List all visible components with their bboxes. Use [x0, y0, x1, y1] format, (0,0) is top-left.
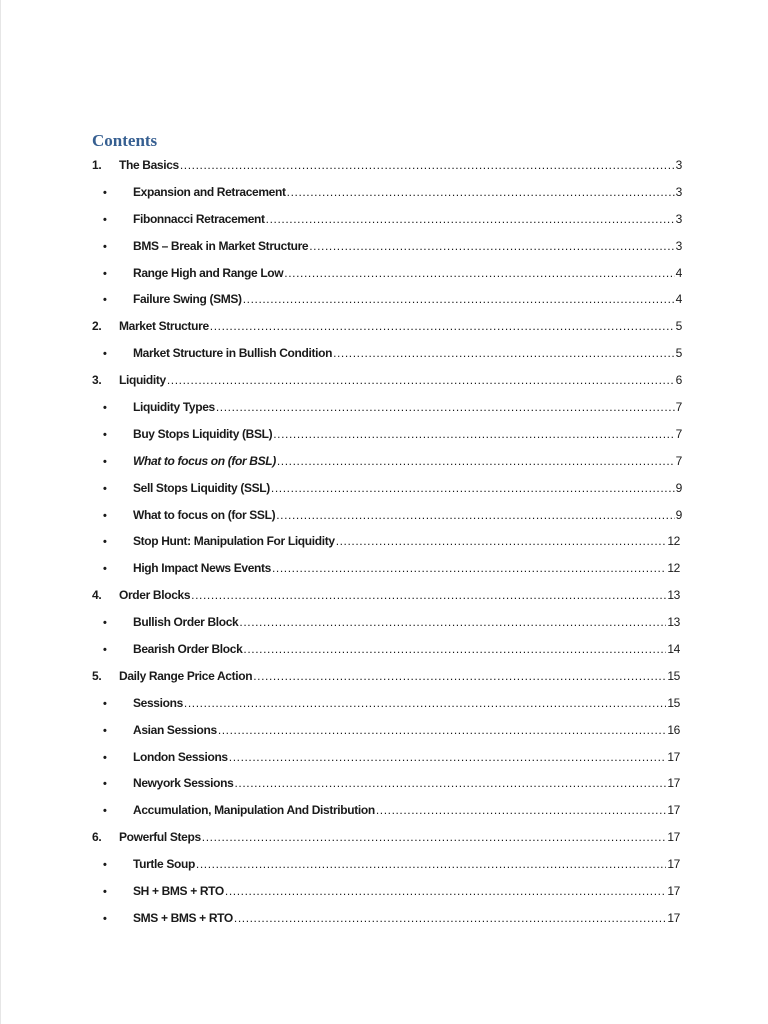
bullet-icon: •: [103, 455, 107, 468]
dot-leader: [309, 233, 674, 260]
toc-page-number: 3: [675, 184, 682, 199]
toc-entry[interactable]: [92, 394, 682, 421]
toc-entry[interactable]: [92, 905, 682, 932]
toc-title: Expansion and Retracement: [133, 184, 286, 199]
dot-leader: [272, 555, 666, 582]
dot-leader: [376, 797, 667, 824]
bullet-icon: •: [103, 294, 107, 307]
toc-entry[interactable]: [92, 340, 682, 367]
toc-page-number: 12: [667, 534, 680, 549]
toc-title: Failure Swing (SMS): [133, 292, 242, 307]
dot-leader: [196, 851, 666, 878]
toc-page-number: 17: [667, 803, 680, 818]
toc-entry[interactable]: [92, 260, 682, 287]
toc-title: Order Blocks: [119, 588, 191, 603]
dot-leader: [273, 421, 674, 448]
toc-title: Sessions: [133, 695, 183, 710]
bullet-icon: •: [103, 886, 107, 899]
toc-number: 4.: [92, 588, 102, 603]
table-of-contents: [92, 152, 682, 932]
toc-page-number: 13: [667, 615, 680, 630]
toc-title: Stop Hunt: Manipulation For Liquidity: [133, 534, 335, 549]
toc-title: SMS + BMS + RTO: [133, 910, 233, 925]
toc-page-number: 17: [667, 910, 680, 925]
dot-leader: [266, 206, 675, 233]
bullet-icon: •: [103, 402, 107, 415]
toc-title: SH + BMS + RTO: [133, 884, 224, 899]
bullet-icon: •: [103, 563, 107, 576]
toc-title: Bullish Order Block: [133, 615, 239, 630]
toc-entry[interactable]: [92, 367, 682, 394]
toc-entry[interactable]: [92, 313, 682, 340]
toc-title: Turtle Soup: [133, 857, 195, 872]
dot-leader: [333, 340, 675, 367]
bullet-icon: •: [103, 213, 107, 226]
toc-number: 1.: [92, 158, 102, 172]
toc-page-number: 16: [667, 722, 680, 737]
toc-title: Asian Sessions: [133, 722, 217, 737]
dot-leader: [243, 636, 666, 663]
toc-entry[interactable]: [92, 717, 682, 744]
toc-entry[interactable]: [92, 286, 682, 313]
bullet-icon: •: [103, 240, 107, 253]
toc-title: Daily Range Price Action: [119, 668, 253, 683]
toc-entry[interactable]: [92, 690, 682, 717]
toc-entry[interactable]: [92, 636, 682, 663]
dot-leader: [180, 152, 675, 179]
toc-page-number: 9: [675, 480, 682, 495]
bullet-icon: •: [103, 348, 107, 361]
toc-entry[interactable]: [92, 448, 682, 475]
toc-title: BMS – Break in Market Structure: [133, 238, 309, 253]
toc-title: Liquidity Types: [133, 400, 215, 415]
toc-page-number: 17: [667, 884, 680, 899]
toc-entry[interactable]: [92, 824, 682, 851]
toc-page-number: 4: [675, 292, 682, 307]
dot-leader: [167, 367, 675, 394]
toc-page-number: 7: [675, 426, 682, 441]
toc-number: 5.: [92, 668, 102, 683]
bullet-icon: •: [103, 428, 107, 441]
bullet-icon: •: [103, 778, 107, 791]
toc-title: Range High and Range Low: [133, 265, 284, 280]
toc-entry[interactable]: [92, 770, 682, 797]
dot-leader: [191, 582, 666, 609]
bullet-icon: •: [103, 859, 107, 872]
toc-title: What to focus on (for BSL): [133, 453, 276, 468]
toc-title: London Sessions: [133, 749, 228, 764]
toc-page-number: 6: [675, 373, 682, 388]
toc-title: What to focus on (for SSL): [133, 507, 276, 522]
toc-number: 6.: [92, 830, 102, 845]
toc-page-number: 4: [675, 265, 682, 280]
dot-leader: [284, 260, 674, 287]
bullet-icon: •: [103, 751, 107, 764]
toc-page-number: 14: [667, 642, 680, 657]
dot-leader: [216, 394, 675, 421]
toc-page-number: 3: [675, 158, 682, 172]
dot-leader: [277, 448, 675, 475]
bullet-icon: •: [103, 805, 107, 818]
dot-leader: [287, 179, 675, 206]
toc-page-number: 15: [667, 668, 680, 683]
toc-page-number: 7: [675, 453, 682, 468]
dot-leader: [336, 528, 667, 555]
dot-leader: [239, 609, 666, 636]
dot-leader: [184, 690, 666, 717]
toc-entry[interactable]: [92, 797, 682, 824]
bullet-icon: •: [103, 912, 107, 925]
bullet-icon: •: [103, 482, 107, 495]
toc-title: Market Structure: [119, 319, 209, 334]
toc-page-number: 17: [667, 776, 680, 791]
toc-number: 2.: [92, 319, 102, 334]
toc-title: Fibonnacci Retracement: [133, 211, 265, 226]
dot-leader: [276, 502, 674, 529]
toc-title: Liquidity: [119, 373, 166, 388]
dot-leader: [253, 663, 666, 690]
toc-heading: Contents: [92, 131, 158, 150]
bullet-icon: •: [103, 724, 107, 737]
toc-page-number: 9: [675, 507, 682, 522]
toc-entry[interactable]: [92, 475, 682, 502]
toc-entry[interactable]: [92, 663, 682, 690]
dot-leader: [210, 313, 675, 340]
toc-title: Buy Stops Liquidity (BSL): [133, 426, 273, 441]
dot-leader: [229, 744, 667, 771]
toc-title: Accumulation, Manipulation And Distribution: [133, 803, 375, 818]
bullet-icon: •: [103, 644, 107, 657]
toc-number: 3.: [92, 373, 102, 388]
dot-leader: [225, 878, 666, 905]
bullet-icon: •: [103, 536, 107, 549]
dot-leader: [243, 286, 675, 313]
toc-page-number: 5: [675, 346, 682, 361]
toc-title: Bearish Order Block: [133, 642, 243, 657]
toc-entry[interactable]: [92, 851, 682, 878]
toc-page-number: 15: [667, 695, 680, 710]
dot-leader: [218, 717, 667, 744]
toc-entry[interactable]: [92, 555, 682, 582]
bullet-icon: •: [103, 267, 107, 280]
toc-page-number: 17: [667, 749, 680, 764]
dot-leader: [202, 824, 667, 851]
bullet-icon: •: [103, 697, 107, 710]
toc-entry[interactable]: [92, 179, 682, 206]
bullet-icon: •: [103, 617, 107, 630]
toc-title: Sell Stops Liquidity (SSL): [133, 480, 270, 495]
dot-leader: [234, 770, 666, 797]
toc-page-number: 3: [675, 238, 682, 253]
toc-page-number: 7: [675, 400, 682, 415]
toc-title: Powerful Steps: [119, 830, 201, 845]
toc-title: Market Structure in Bullish Condition: [133, 346, 333, 361]
toc-entry[interactable]: [92, 421, 682, 448]
toc-page-number: 17: [667, 830, 680, 845]
toc-page-number: 3: [675, 211, 682, 226]
toc-page-number: 17: [667, 857, 680, 872]
bullet-icon: •: [103, 186, 107, 199]
toc-page-number: 12: [667, 561, 680, 576]
bullet-icon: •: [103, 509, 107, 522]
toc-entry[interactable]: [92, 152, 682, 179]
toc-title: The Basics: [119, 158, 179, 172]
toc-title: High Impact News Events: [133, 561, 271, 576]
toc-entry[interactable]: [92, 609, 682, 636]
toc-entry[interactable]: [92, 582, 682, 609]
toc-title: Newyork Sessions: [133, 776, 234, 791]
toc-entry[interactable]: [92, 206, 682, 233]
dot-leader: [234, 905, 666, 932]
toc-entry[interactable]: [92, 878, 682, 905]
toc-entry[interactable]: [92, 744, 682, 771]
toc-entry[interactable]: [92, 502, 682, 529]
dot-leader: [271, 475, 675, 502]
toc-page-number: 5: [675, 319, 682, 334]
toc-page-number: 13: [667, 588, 680, 603]
toc-entry[interactable]: [92, 233, 682, 260]
toc-entry[interactable]: [92, 528, 682, 555]
